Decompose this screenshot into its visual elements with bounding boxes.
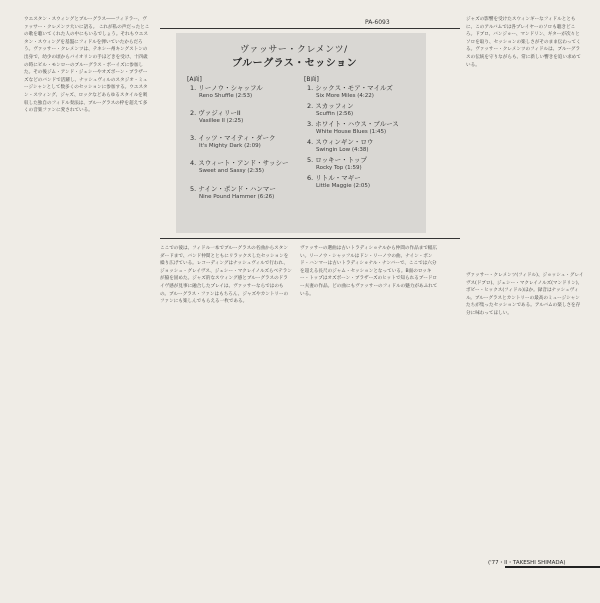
catalog-number: PA-6093 — [365, 19, 390, 26]
track-b2: 2. スカッフィン Scuffin (2:56) — [307, 102, 354, 117]
track-a4: 4. スウィート・アンド・サッシー Sweet and Sassy (2:35) — [190, 159, 289, 174]
album-artist: ヴァッサー・クレメンツ/ — [240, 45, 348, 55]
top-rule — [160, 28, 460, 29]
signature: ('77・II・TAKESHI SHIMADA) — [488, 560, 566, 566]
notes-column-4 — [466, 16, 584, 266]
track-a3: 3. イッツ・マイティ・ダーク It's Mighty Dark (2:09) — [190, 134, 276, 149]
notes-text-5: ヴァッサー・クレメンツ(フィドル)、ジョッシュ・グレイヴス(ドブロ)、ジェシー・マクレイノルズ(マンドリン)、ボビー・ヒックス(フィドル)ほか。録音はナッシュヴィル。ブルーグラスとカントリーの最高のミュージシャンたちが集ったセッションである。アルバムの楽しさを存分に味わってほしい。 — [466, 273, 584, 316]
track-a2: 2. ヴァジィリーII Vasillee II (2:25) — [190, 109, 244, 124]
notes-text-4: ジャズの影響を受けたスウィンギーなフィドルとともに、このアルバムでは各プレイヤーのソロも聴きどころ。ドブロ、バンジョー、マンドリン、ギターが次々とソロを取り、セッションの楽しさがそのまま伝わってくる。ヴァッサー・クレメンツのフィドルは、ブルーグラスの伝統を守りながらも、常に新しい響きを追い求めている。 — [466, 17, 581, 68]
track-b6: 6. リトル・マギー Little Maggie (2:05) — [307, 174, 370, 189]
track-b4: 4. スウィンギン・ロウ Swingin Low (4:38) — [307, 138, 374, 153]
notes-column-2 — [160, 245, 292, 585]
notes-text-2: ここでの彼は、フィドル一本でブルーグラスの名曲からスタンダードまで、バンド仲間とともにリラックスしたセッションを繰り広げている。レコーディングはナッシュヴィルで行われ、ジョッシュ・グレイヴス、ジェシー・マクレイノルズらベテランが脇を固めた。ジャズ的なスウィング感とブルーグラスのドライヴ感が見事に融合したプレイは、ヴァッサーならではのもの。ブルーグラス・ファンはもちろん、ジャズやカントリーのファンにも楽しんでもらえる一枚である。 — [160, 246, 292, 305]
notes-text-1: ウエスタン・スウィングとブルーグラス――フィドラー、ヴァッサー・クレメンツ大いに語る。 これが私の声だったとこの歌を聴いてくれた人の中にもいるでしょう。それもウエスタン・スウィングを基盤にフィドルを弾いていたからだろう。ヴァッサー・クレメンツは、テネシー州キングストンの出身で、幼少の頃からバイオリンの手ほどきを受け、十四歳の時にビル・モンローのブルーグラス・ボーイズに参加した。その後ジム・アンド・ジェシーやオズボーン・ブラザーズなどのバンドで活躍し、ナッシュヴィルのスタジオ・ミュージシャンとして数多くのセッションに参加する。ウエスタン・スウィング、ジャズ、ロックなどあらゆるスタイルを吸収した独自のフィドル奏法は、ブルーグラスの枠を超えて多くの音楽ファンに愛されている。 — [24, 17, 150, 114]
notes-column-5 — [466, 272, 584, 552]
side-b-heading: [B面] — [304, 76, 319, 83]
album-title: ブルーグラス・セッション — [232, 58, 358, 69]
side-a-heading: [A面] — [187, 76, 202, 83]
bottom-bar — [505, 566, 600, 568]
track-b1: 1. シックス・モア・マイルズ Six More Miles (4:22) — [307, 84, 393, 99]
notes-column-1 — [24, 16, 150, 586]
track-b5: 5. ロッキー・トップ Rocky Top (1:59) — [307, 156, 367, 171]
track-a5: 5. ナイン・ポンド・ハンマー Nine Pound Hammer (6:26) — [190, 185, 276, 200]
bottom-rule — [160, 238, 460, 239]
notes-text-3: ヴァッサーの選曲は古いトラディショナルから仲間の作品まで幅広い。リーノウ・シャッフルはドン・リーノウの曲、ナイン・ポンド・ハンマーは古いトラディショナル・ナンバーで、ここでは六分を超える長尺のジャム・セッションとなっている。B面のロッキー・トップはオズボーン・ブラザーズのヒットで知られるブードロー夫妻の作品。どの曲にもヴァッサーのフィドルの魅力があふれている。 — [300, 246, 438, 297]
track-b3: 3. ホワイト・ハウス・ブルース White House Blues (1:45) — [307, 120, 399, 135]
track-a1: 1. リーノウ・シャッフル Reno Shuffle (2:53) — [190, 84, 263, 99]
notes-column-3 — [300, 245, 440, 585]
